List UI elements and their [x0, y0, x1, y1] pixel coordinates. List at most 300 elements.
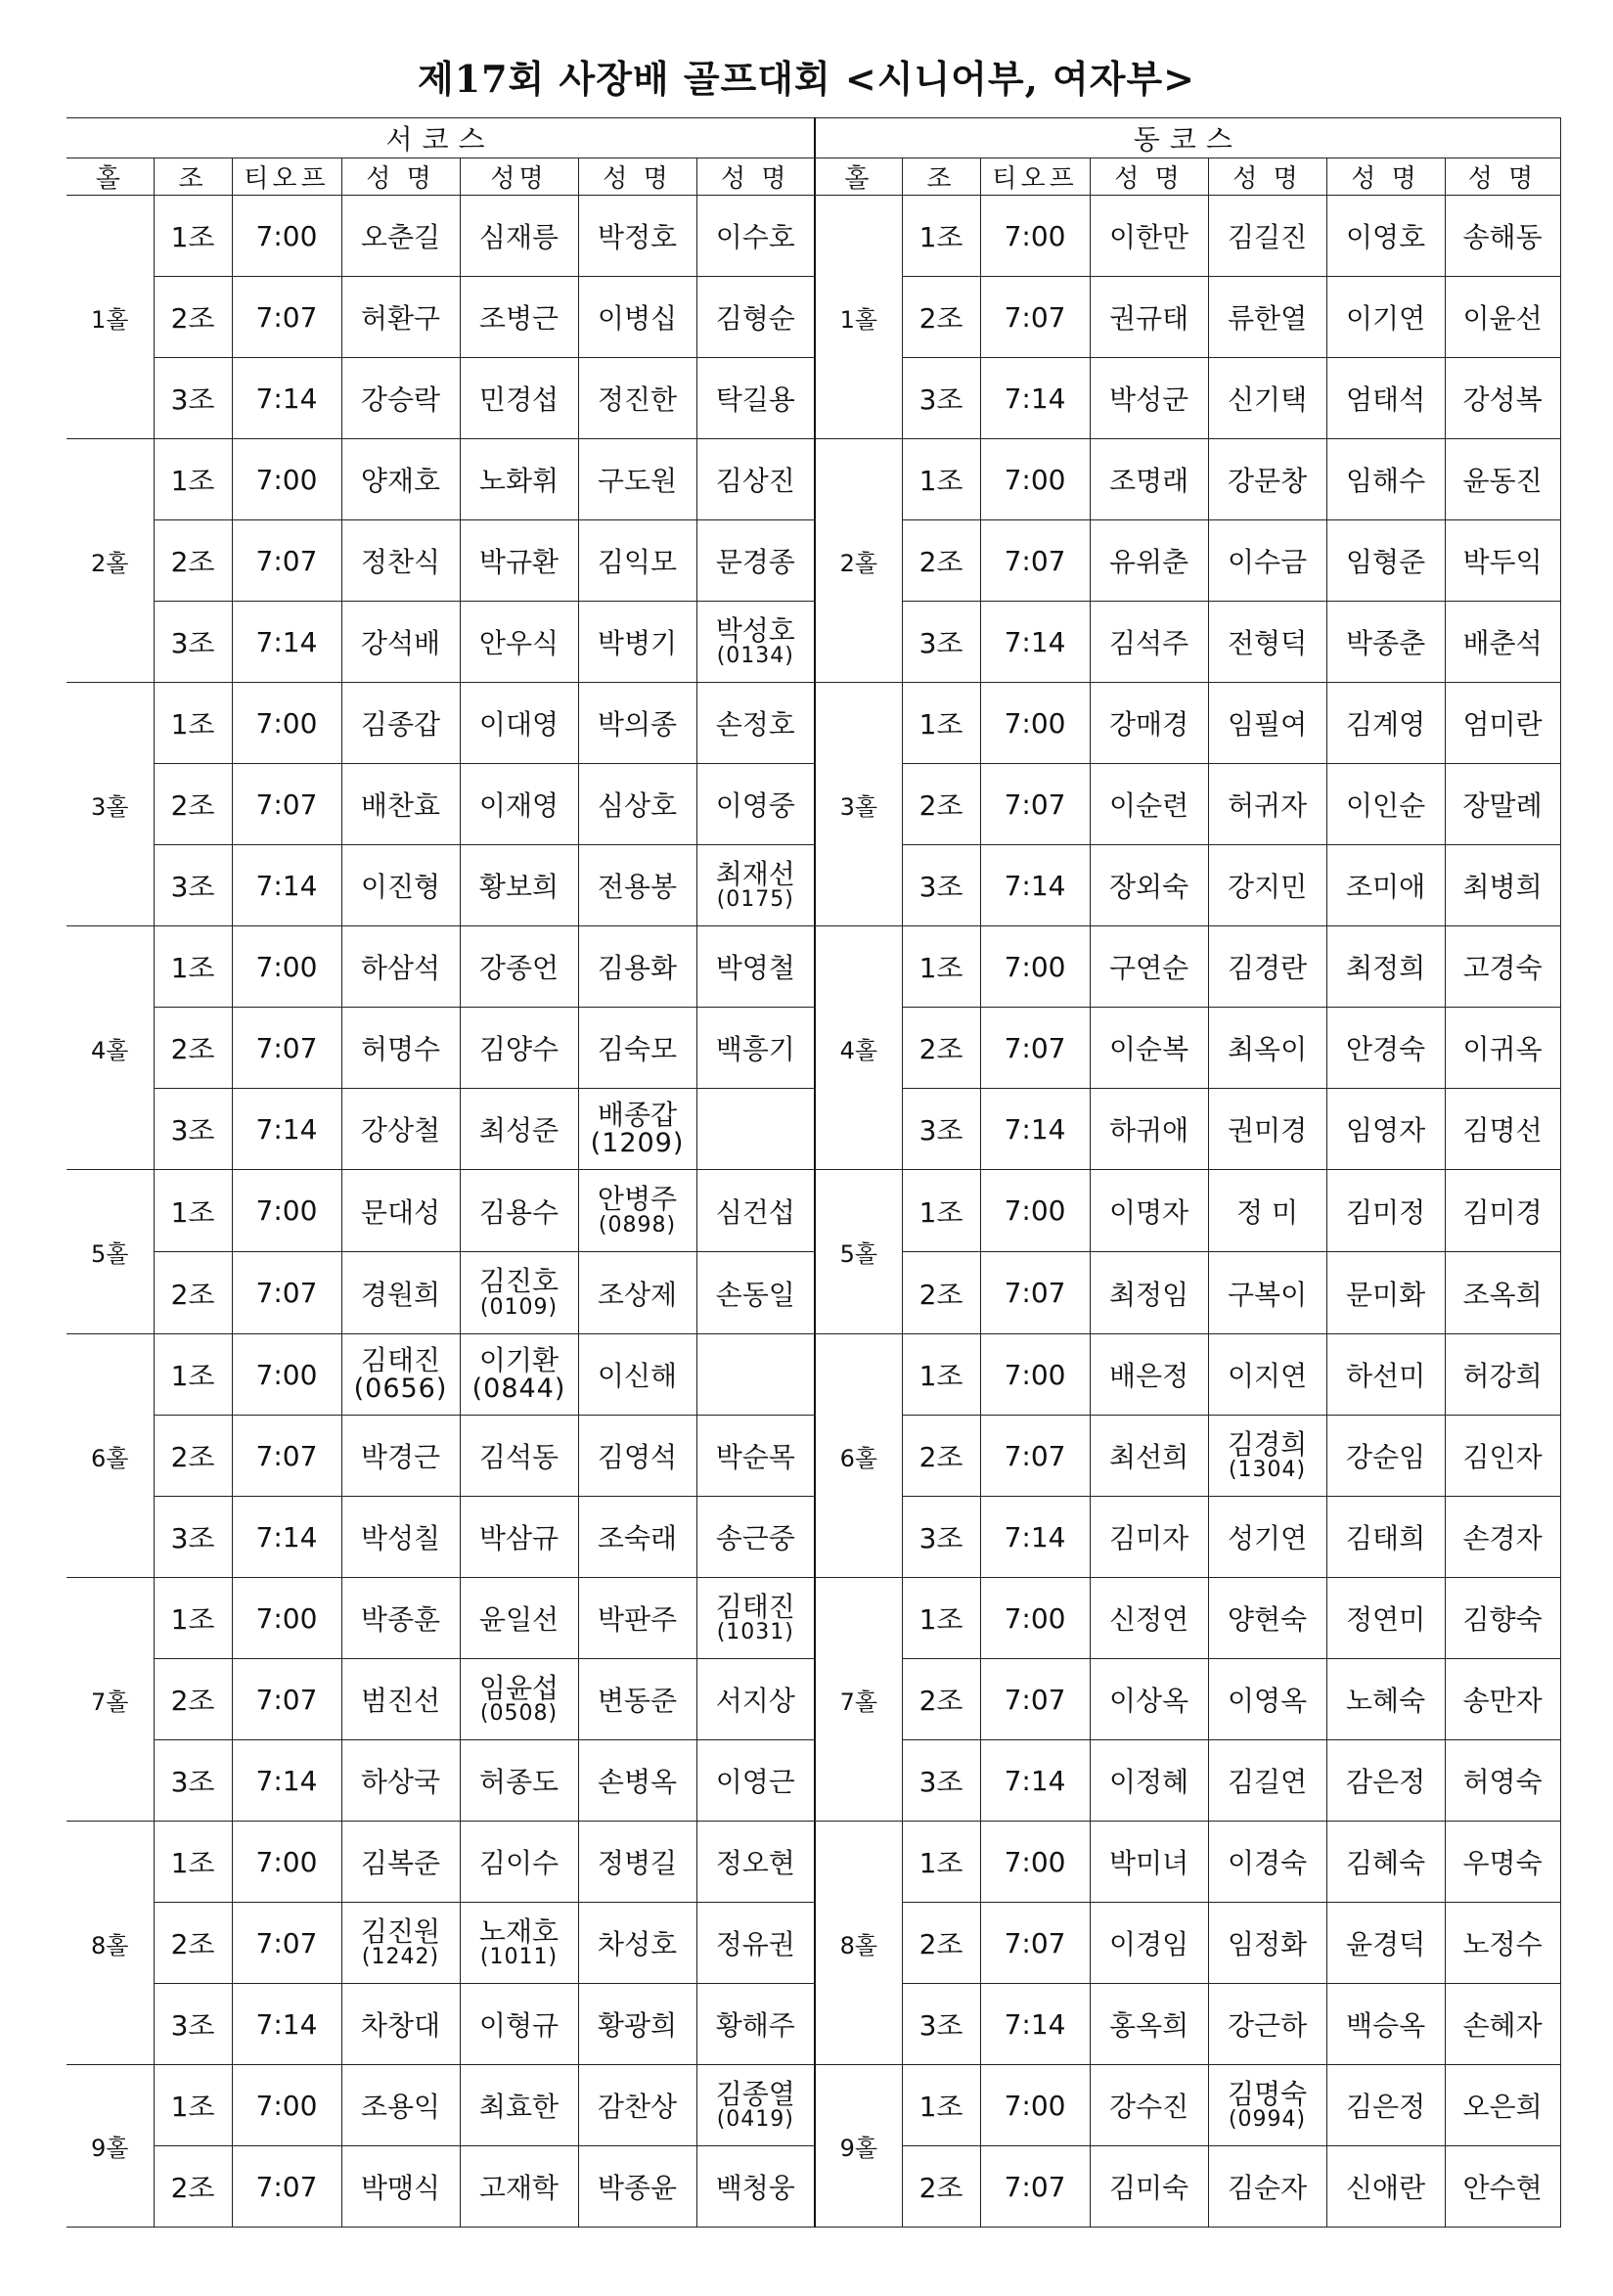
player-name-cell: 이영호 [1326, 196, 1445, 277]
player-name-cell: 백흥기 [696, 1008, 815, 1089]
player-name-cell: 김순자 [1208, 2146, 1326, 2228]
player-name-cell: 박판주 [578, 1578, 696, 1659]
tee-time-table [67, 117, 1561, 2228]
player-name-cell [578, 1089, 696, 1170]
tee-time: 7:00 [980, 2065, 1090, 2146]
player-name-cell: 김인자 [1445, 1416, 1560, 1497]
tee-time: 7:00 [980, 683, 1090, 764]
group-label: 1조 [902, 1170, 980, 1252]
member-number: (0109) [479, 1294, 559, 1320]
player-name-cell: 송만자 [1445, 1659, 1560, 1740]
player-name-cell: 장외숙 [1090, 845, 1208, 926]
column-header: 성 명 [1208, 158, 1326, 196]
player-name-cell: 신정연 [1090, 1578, 1208, 1659]
group-label: 2조 [154, 1252, 232, 1334]
tee-time: 7:14 [980, 845, 1090, 926]
player-name-cell: 손정호 [696, 683, 815, 764]
member-number: (0419) [716, 2107, 794, 2133]
player-name-cell: 김명선 [1445, 1089, 1560, 1170]
player-name-cell: 강종언 [460, 926, 578, 1008]
tee-time: 7:00 [980, 1170, 1090, 1252]
group-label: 2조 [902, 520, 980, 602]
player-name-cell [696, 1334, 815, 1416]
table-row [67, 1740, 1560, 1822]
member-number: (0844) [471, 1373, 566, 1404]
group-label: 3조 [902, 1497, 980, 1578]
group-label: 3조 [154, 1740, 232, 1822]
tee-time: 7:07 [980, 1659, 1090, 1740]
group-label: 2조 [902, 1903, 980, 1984]
group-label: 2조 [154, 1008, 232, 1089]
player-name-cell: 하귀애 [1090, 1089, 1208, 1170]
member-number: (0134) [716, 644, 794, 669]
player-name: 김태진 [360, 1344, 441, 1377]
tee-time: 7:00 [232, 439, 341, 520]
player-name-cell: 정연미 [1326, 1578, 1445, 1659]
player-name-cell: 송해동 [1445, 196, 1560, 277]
tee-time: 7:07 [980, 1008, 1090, 1089]
table-row [67, 439, 1560, 520]
player-name-cell: 허귀자 [1208, 764, 1326, 845]
player-name-cell: 백청웅 [696, 2146, 815, 2228]
group-label: 1조 [902, 926, 980, 1008]
player-name-cell: 전용봉 [578, 845, 696, 926]
player-name-cell: 윤경덕 [1326, 1903, 1445, 1984]
east-course-header: 동코스 [815, 118, 1560, 158]
column-header: 성 명 [1090, 158, 1208, 196]
player-name-cell: 심재릉 [460, 196, 578, 277]
player-name-cell: 박종춘 [1326, 602, 1445, 683]
hole-label: 2홀 [67, 439, 154, 683]
player-name-cell: 최옥이 [1208, 1008, 1326, 1089]
player-name-cell: 송근중 [696, 1497, 815, 1578]
player-name-cell: 이진형 [341, 845, 460, 926]
group-label: 2조 [902, 1416, 980, 1497]
player-name-cell: 박맹식 [341, 2146, 460, 2228]
player-name: 임윤섭 [478, 1671, 560, 1704]
player-name-cell: 이귀옥 [1445, 1008, 1560, 1089]
table-row [67, 926, 1560, 1008]
player-name-cell: 김숙모 [578, 1008, 696, 1089]
tee-time: 7:14 [980, 1740, 1090, 1822]
player-name-cell: 김미정 [1326, 1170, 1445, 1252]
tee-time: 7:14 [232, 845, 341, 926]
hole-label: 4홀 [67, 926, 154, 1170]
player-name-cell: 강상철 [341, 1089, 460, 1170]
player-name-cell [460, 1334, 578, 1416]
player-name-cell: 허명수 [341, 1008, 460, 1089]
table-row [67, 2065, 1560, 2146]
player-name-cell: 차창대 [341, 1984, 460, 2065]
group-label: 1조 [154, 439, 232, 520]
player-name-cell: 변동준 [578, 1659, 696, 1740]
tee-time: 7:00 [232, 1334, 341, 1416]
tee-time: 7:00 [980, 926, 1090, 1008]
player-name-cell: 이경숙 [1208, 1822, 1326, 1903]
player-name-cell: 배찬효 [341, 764, 460, 845]
column-header: 성 명 [1326, 158, 1445, 196]
player-name-cell: 황해주 [696, 1984, 815, 2065]
member-number: (1242) [361, 1945, 440, 1970]
player-name-cell: 전형덕 [1208, 602, 1326, 683]
tee-time: 7:07 [232, 1659, 341, 1740]
player-name-cell: 노혜숙 [1326, 1659, 1445, 1740]
player-name: 김진원 [360, 1914, 441, 1948]
group-label: 1조 [902, 683, 980, 764]
player-name-cell: 범진선 [341, 1659, 460, 1740]
player-name-cell: 경원희 [341, 1252, 460, 1334]
player-name-cell: 박종훈 [341, 1578, 460, 1659]
table-row [67, 1903, 1560, 1984]
player-name-cell: 정유권 [696, 1903, 815, 1984]
player-name-cell: 박종윤 [578, 2146, 696, 2228]
hole-label: 1홀 [67, 196, 154, 439]
player-name-cell: 이상옥 [1090, 1659, 1208, 1740]
player-name-cell: 이영근 [696, 1740, 815, 1822]
player-name-cell: 김영석 [578, 1416, 696, 1497]
player-name-cell: 정병길 [578, 1822, 696, 1903]
table-row [67, 764, 1560, 845]
player-name-cell: 노정수 [1445, 1903, 1560, 1984]
group-label: 1조 [902, 1822, 980, 1903]
player-name-cell: 박삼규 [460, 1497, 578, 1578]
group-label: 2조 [902, 1252, 980, 1334]
tee-time: 7:07 [232, 764, 341, 845]
player-name-cell: 구도원 [578, 439, 696, 520]
group-label: 2조 [902, 764, 980, 845]
player-name: 이기환 [478, 1344, 560, 1377]
group-label: 2조 [154, 277, 232, 358]
tee-time: 7:00 [232, 683, 341, 764]
tee-time: 7:07 [980, 2146, 1090, 2228]
player-name-cell: 안경숙 [1326, 1008, 1445, 1089]
player-name-cell: 문대성 [341, 1170, 460, 1252]
player-name: 김명숙 [1227, 2077, 1308, 2110]
tee-time: 7:00 [980, 196, 1090, 277]
player-name-cell [696, 1089, 815, 1170]
player-name-cell: 손경자 [1445, 1497, 1560, 1578]
group-label: 1조 [902, 439, 980, 520]
player-name-cell: 하선미 [1326, 1334, 1445, 1416]
table-row [67, 1252, 1560, 1334]
table-row [67, 1170, 1560, 1252]
player-name-cell: 이형규 [460, 1984, 578, 2065]
group-label: 1조 [154, 683, 232, 764]
group-label: 2조 [154, 1903, 232, 1984]
player-name: 최재선 [715, 857, 795, 890]
member-number: (1209) [590, 1127, 685, 1158]
player-name-cell: 임정화 [1208, 1903, 1326, 1984]
player-name-cell: 권규태 [1090, 277, 1208, 358]
group-label: 2조 [154, 2146, 232, 2228]
player-name-cell: 박의종 [578, 683, 696, 764]
player-name-cell: 구연순 [1090, 926, 1208, 1008]
column-header: 티오프 [232, 158, 341, 196]
player-name-cell: 김계영 [1326, 683, 1445, 764]
hole-label: 6홀 [67, 1334, 154, 1578]
group-label: 1조 [154, 1578, 232, 1659]
tee-time: 7:07 [232, 520, 341, 602]
group-label: 2조 [902, 1659, 980, 1740]
player-name-cell: 김이수 [460, 1822, 578, 1903]
hole-label: 3홀 [815, 683, 902, 926]
player-name: 김경희 [1227, 1427, 1308, 1461]
hole-label: 1홀 [815, 196, 902, 439]
player-name-cell: 박순목 [696, 1416, 815, 1497]
player-name-cell: 조병근 [460, 277, 578, 358]
player-name-cell: 엄미란 [1445, 683, 1560, 764]
tee-time: 7:00 [980, 1822, 1090, 1903]
group-label: 1조 [154, 926, 232, 1008]
player-name-cell: 최정희 [1326, 926, 1445, 1008]
player-name-cell: 조용익 [341, 2065, 460, 2146]
player-name-cell: 탁길용 [696, 358, 815, 439]
hole-label: 4홀 [815, 926, 902, 1170]
player-name-cell: 이한만 [1090, 196, 1208, 277]
player-name-cell: 김길연 [1208, 1740, 1326, 1822]
player-name-cell [460, 1903, 578, 1984]
table-row [67, 2146, 1560, 2228]
player-name-cell: 구복이 [1208, 1252, 1326, 1334]
player-name-cell: 김향숙 [1445, 1578, 1560, 1659]
player-name-cell: 안우식 [460, 602, 578, 683]
player-name-cell: 노화휘 [460, 439, 578, 520]
player-name-cell: 최효한 [460, 2065, 578, 2146]
player-name-cell: 허종도 [460, 1740, 578, 1822]
tee-time: 7:07 [980, 1252, 1090, 1334]
player-name-cell: 장말례 [1445, 764, 1560, 845]
player-name-cell: 김태희 [1326, 1497, 1445, 1578]
tee-time: 7:14 [232, 1497, 341, 1578]
player-name-cell: 손동일 [696, 1252, 815, 1334]
tee-time: 7:14 [232, 1089, 341, 1170]
player-name-cell: 임해수 [1326, 439, 1445, 520]
player-name-cell: 강매경 [1090, 683, 1208, 764]
column-header: 성 명 [696, 158, 815, 196]
player-name-cell: 강수진 [1090, 2065, 1208, 2146]
player-name-cell: 고경숙 [1445, 926, 1560, 1008]
player-name-cell: 문경종 [696, 520, 815, 602]
tee-time: 7:07 [232, 1903, 341, 1984]
player-name-cell: 김경란 [1208, 926, 1326, 1008]
tee-time: 7:00 [232, 1822, 341, 1903]
hole-label: 5홀 [815, 1170, 902, 1334]
player-name-cell: 이윤선 [1445, 277, 1560, 358]
player-name-cell: 이영옥 [1208, 1659, 1326, 1740]
player-name-cell: 윤동진 [1445, 439, 1560, 520]
player-name-cell: 손병옥 [578, 1740, 696, 1822]
player-name-cell: 고재학 [460, 2146, 578, 2228]
group-label: 1조 [154, 1822, 232, 1903]
table-row [67, 1416, 1560, 1497]
player-name-cell: 권미경 [1208, 1089, 1326, 1170]
player-name-cell: 김길진 [1208, 196, 1326, 277]
player-name-cell: 최선희 [1090, 1416, 1208, 1497]
player-name-cell: 김종갑 [341, 683, 460, 764]
group-label: 2조 [902, 277, 980, 358]
player-name: 김태진 [715, 1590, 795, 1623]
player-name-cell: 김은정 [1326, 2065, 1445, 2146]
player-name-cell: 정찬식 [341, 520, 460, 602]
player-name-cell: 심건섭 [696, 1170, 815, 1252]
player-name-cell: 강문창 [1208, 439, 1326, 520]
player-name-cell: 강지민 [1208, 845, 1326, 926]
table-row [67, 196, 1560, 277]
player-name-cell: 박정호 [578, 196, 696, 277]
member-number: (0994) [1228, 2107, 1307, 2133]
player-name-cell: 박성군 [1090, 358, 1208, 439]
player-name-cell: 김용수 [460, 1170, 578, 1252]
player-name-cell: 김석동 [460, 1416, 578, 1497]
group-label: 2조 [902, 1008, 980, 1089]
player-name-cell: 허환구 [341, 277, 460, 358]
player-name-cell: 김석주 [1090, 602, 1208, 683]
player-name-cell: 안수현 [1445, 2146, 1560, 2228]
player-name-cell: 서지상 [696, 1659, 815, 1740]
west-course-header: 서코스 [67, 118, 815, 158]
player-name-cell: 김익모 [578, 520, 696, 602]
member-number: (0656) [353, 1373, 448, 1404]
player-name-cell: 최성준 [460, 1089, 578, 1170]
player-name-cell: 양재호 [341, 439, 460, 520]
player-name: 안병주 [597, 1183, 678, 1216]
player-name-cell: 민경섭 [460, 358, 578, 439]
column-header: 티오프 [980, 158, 1090, 196]
player-name-cell: 강순임 [1326, 1416, 1445, 1497]
member-number: (1031) [716, 1620, 794, 1645]
tee-time: 7:07 [980, 1416, 1090, 1497]
table-row [67, 358, 1560, 439]
player-name-cell: 양현숙 [1208, 1578, 1326, 1659]
player-name-cell: 이순련 [1090, 764, 1208, 845]
player-name-cell: 박규환 [460, 520, 578, 602]
column-header: 성 명 [1445, 158, 1560, 196]
player-name-cell [696, 2065, 815, 2146]
player-name-cell: 엄태석 [1326, 358, 1445, 439]
player-name-cell: 김미숙 [1090, 2146, 1208, 2228]
tee-time: 7:07 [232, 2146, 341, 2228]
column-header: 홀 [815, 158, 902, 196]
hole-label: 9홀 [67, 2065, 154, 2228]
player-name-cell: 배춘석 [1445, 602, 1560, 683]
tee-time: 7:07 [980, 1903, 1090, 1984]
table-row [67, 683, 1560, 764]
player-name-cell: 류한열 [1208, 277, 1326, 358]
player-name-cell [696, 845, 815, 926]
tee-time: 7:00 [980, 1334, 1090, 1416]
player-name-cell: 하상국 [341, 1740, 460, 1822]
player-name-cell: 조미애 [1326, 845, 1445, 926]
group-label: 1조 [154, 196, 232, 277]
player-name-cell: 윤일선 [460, 1578, 578, 1659]
column-header: 성명 [460, 158, 578, 196]
group-label: 1조 [154, 1334, 232, 1416]
hole-label: 6홀 [815, 1334, 902, 1578]
player-name-cell: 김미경 [1445, 1170, 1560, 1252]
tee-time: 7:14 [980, 358, 1090, 439]
tee-time: 7:14 [232, 1740, 341, 1822]
group-label: 2조 [154, 520, 232, 602]
player-name-cell: 신애란 [1326, 2146, 1445, 2228]
tee-time: 7:00 [232, 1578, 341, 1659]
tee-time: 7:00 [232, 926, 341, 1008]
player-name-cell: 이지연 [1208, 1334, 1326, 1416]
player-name-cell: 박미녀 [1090, 1822, 1208, 1903]
tee-time: 7:00 [232, 2065, 341, 2146]
tee-time: 7:00 [980, 1578, 1090, 1659]
player-name-cell: 조옥희 [1445, 1252, 1560, 1334]
member-number: (0508) [479, 1701, 559, 1727]
member-number: (0175) [716, 887, 794, 913]
tee-time: 7:14 [232, 358, 341, 439]
tee-time: 7:14 [232, 1984, 341, 2065]
player-name-cell: 강석배 [341, 602, 460, 683]
player-name-cell: 이수금 [1208, 520, 1326, 602]
column-header: 조 [154, 158, 232, 196]
player-name-cell: 오은희 [1445, 2065, 1560, 2146]
player-name-cell: 황광희 [578, 1984, 696, 2065]
tee-time: 7:07 [980, 520, 1090, 602]
tee-time: 7:07 [980, 764, 1090, 845]
table-row [67, 602, 1560, 683]
player-name-cell [1208, 1416, 1326, 1497]
group-label: 2조 [154, 1659, 232, 1740]
table-row [67, 1497, 1560, 1578]
tee-time: 7:14 [980, 1984, 1090, 2065]
player-name-cell: 이수호 [696, 196, 815, 277]
player-name-cell: 김복준 [341, 1822, 460, 1903]
player-name-cell [460, 1659, 578, 1740]
player-name-cell: 백승옥 [1326, 1984, 1445, 2065]
tee-time: 7:00 [232, 196, 341, 277]
player-name-cell: 하삼석 [341, 926, 460, 1008]
table-row [67, 520, 1560, 602]
player-name-cell: 심상호 [578, 764, 696, 845]
player-name: 배종갑 [597, 1099, 678, 1132]
table-row [67, 1659, 1560, 1740]
table-row [67, 1008, 1560, 1089]
group-label: 3조 [154, 1984, 232, 2065]
group-label: 2조 [902, 2146, 980, 2228]
player-name-cell: 이재영 [460, 764, 578, 845]
player-name-cell: 임영자 [1326, 1089, 1445, 1170]
member-number: (1011) [479, 1945, 559, 1970]
hole-label: 3홀 [67, 683, 154, 926]
tee-time: 7:07 [232, 1416, 341, 1497]
player-name-cell: 김용화 [578, 926, 696, 1008]
column-header: 홀 [67, 158, 154, 196]
tee-time: 7:07 [980, 277, 1090, 358]
player-name-cell: 이병십 [578, 277, 696, 358]
hole-label: 7홀 [815, 1578, 902, 1822]
hole-label: 2홀 [815, 439, 902, 683]
player-name-cell: 이영중 [696, 764, 815, 845]
player-name-cell: 허영숙 [1445, 1740, 1560, 1822]
tee-time: 7:07 [232, 1252, 341, 1334]
player-name-cell: 조숙래 [578, 1497, 696, 1578]
player-name-cell: 박병기 [578, 602, 696, 683]
player-name-cell: 감찬상 [578, 2065, 696, 2146]
player-name-cell: 김혜숙 [1326, 1822, 1445, 1903]
hole-label: 8홀 [815, 1822, 902, 2065]
column-header: 성 명 [341, 158, 460, 196]
group-label: 3조 [154, 602, 232, 683]
player-name-cell [341, 1334, 460, 1416]
tee-time: 7:14 [232, 602, 341, 683]
player-name-cell: 박경근 [341, 1416, 460, 1497]
tee-time: 7:14 [980, 1089, 1090, 1170]
player-name-cell [460, 1252, 578, 1334]
